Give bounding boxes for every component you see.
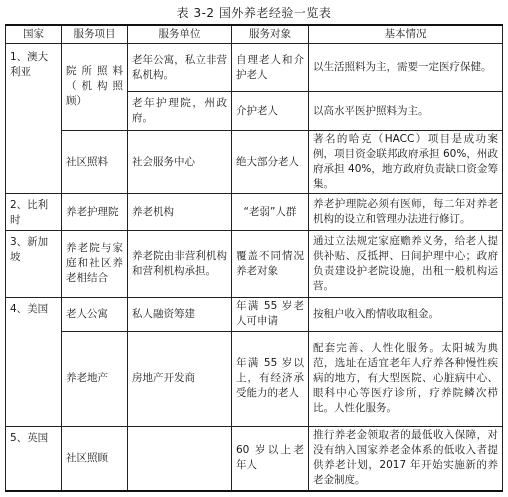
unit-cell [128,426,232,491]
table-row [6,297,503,331]
item-cell: 养老院与家庭和社区养老相结合 [62,230,128,297]
country-cell: 1、澳大利亚 [6,44,62,194]
unit-cell: 老年公寓，私立非营私机构。 [128,44,232,92]
info-cell: 配套完善、人性化服务。太阳城为典范，选址在适宜老年人疗养各种慢性疾病的地方，有大型医院、心脏病中心、眼科中心等医疗诊所，疗养院鳞次栉比。人性化服务。 [309,331,503,426]
table-row [6,130,503,194]
header-item: 服务项目 [62,25,128,44]
target-cell: 介护老人 [232,92,309,130]
unit-cell: 房地产开发商 [128,331,232,426]
target-cell: 年满 55 岁老人可申请 [232,297,309,331]
info-cell: 通过立法规定家庭赡养义务，给老人提供补贴、反抵押、日间护理中心；政府负责建设护老院设施，出租一般机构运营。 [309,230,503,297]
table-row [6,194,503,230]
target-cell: 年满 55 岁以上，有经济承受能力的老人 [232,331,309,426]
header-row [6,25,503,44]
target-cell: 自理老人和介护老人 [232,44,309,92]
header-info: 基本情况 [309,25,503,44]
country-cell: 5、英国 [6,426,62,491]
table-row [6,44,503,92]
item-cell: 院所照料（机构照顾） [62,44,128,131]
item-cell: 老人公寓 [62,297,128,331]
target-cell: 覆盖不同情况养老对象 [232,230,309,297]
info-cell: 著名的哈克（HACC）项目是成功案例，项目资金联邦政府承担 60%，州政府承担 40%，地方政府负责缺口资金筹集。 [309,130,503,194]
header-target: 服务对象 [232,25,309,44]
unit-cell: 社会服务中心 [128,130,232,194]
table-row [6,426,503,491]
item-cell: 社区照顾 [62,426,128,491]
table-caption: 表 3-2 国外养老经验一览表 [176,6,332,20]
header-unit: 服务单位 [128,25,232,44]
target-cell: 绝大部分老人 [232,130,309,194]
target-cell: “老弱”人群 [232,194,309,230]
unit-cell: 私人融资筹建 [128,297,232,331]
info-cell: 按租户收入酌情收取租金。 [309,297,503,331]
unit-cell: 养老院由非营利机构和营利机构承担。 [128,230,232,297]
item-cell: 养老护理院 [62,194,128,230]
header-country: 国家 [6,25,62,44]
info-cell: 以高水平医护照料为主。 [309,92,503,130]
table-row [6,230,503,297]
info-cell: 推行养老金领取者的最低收入保障，对没有纳入国家养老金体系的低收入者提供养老计划，2017 年开始实施新的养老金制度。 [309,426,503,491]
info-cell: 养老护理院必须有医师，每二年对养老机构的设立和管理办法进行修订。 [309,194,503,230]
target-cell: 60 岁以上老年人 [232,426,309,491]
unit-cell: 养老机构 [128,194,232,230]
item-cell: 社区照料 [62,130,128,194]
country-cell: 4、美国 [6,297,62,426]
country-cell: 2、比利时 [6,194,62,230]
country-cell: 3、新加坡 [6,230,62,297]
unit-cell: 老年护理院，州政府。 [128,92,232,130]
table-row [6,331,503,426]
foreign-elderly-care-table [5,24,503,492]
info-cell: 以生活照料为主，需要一定医疗保健。 [309,44,503,92]
item-cell: 养老地产 [62,331,128,426]
